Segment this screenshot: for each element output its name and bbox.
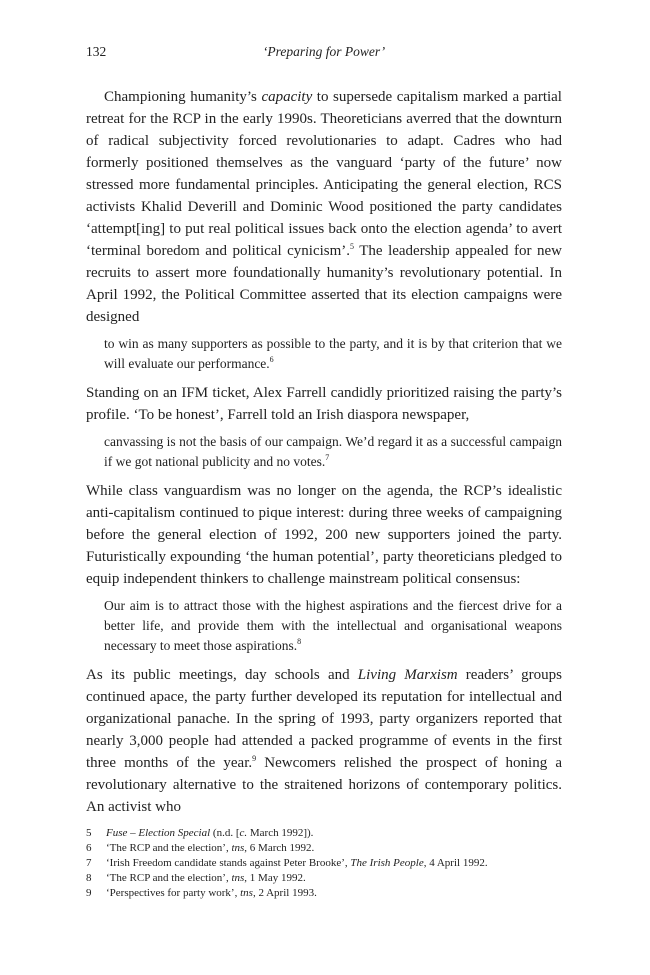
running-title: ‘Preparing for Power’ (262, 44, 386, 59)
text-run: , 1 May 1992. (244, 872, 306, 884)
emphasis: The Irish People (350, 857, 424, 869)
text-run: , 4 April 1992. (423, 857, 488, 869)
emphasis: c. (239, 827, 248, 839)
footnote-5 (86, 826, 562, 841)
text-run: As its public meetings, day schools and (86, 667, 358, 683)
footnote-text (106, 886, 317, 901)
footnote-8 (86, 871, 562, 886)
text-run: Championing humanity’s (104, 89, 262, 105)
quote-text: canvassing is not the basis of our campaign. We’d regard it as a successful campaign if we got national publicity and no votes. (104, 434, 562, 469)
emphasis: Fuse – Election Special (106, 827, 211, 839)
text-run: ‘The RCP and the election’, (106, 872, 232, 884)
text-run: (n.d. [ (210, 827, 240, 839)
block-quote-1 (104, 334, 562, 374)
footnotes (86, 826, 562, 901)
footnote-number: 5 (86, 827, 92, 839)
footnote-6 (86, 841, 562, 856)
text-run: to supersede capitalism marked a partial retreat for the RCP in the early 1990s. Theoreticians averred that the downturn of radical subjectivity forced revolutionaries to adapt. Cadres who had formerly positioned themselves as the vanguard ‘party of the future’ now stressed more fundamental principles. Anticipating the general election, RCS activists Khalid Deverill and Dominic Wood positioned the party candidates ‘attempt[ing] to put real political issues back onto the election agenda’ to avert ‘terminal boredom and political cynicism’. (86, 89, 562, 259)
footnote-ref: 6 (269, 355, 274, 364)
emphasis: tns (231, 872, 245, 884)
text-run: ‘The RCP and the election’, (106, 842, 232, 854)
page-number: 132 (86, 44, 107, 59)
emphasis: tns (231, 842, 245, 854)
footnote-text (106, 871, 306, 886)
footnote-ref: 7 (325, 453, 330, 462)
running-header (86, 44, 562, 64)
footnote-ref: 5 (350, 242, 355, 251)
text-run: readers’ groups continued apace, the party further developed its reputation for intellectual and organizational panache. In the spring of 1993, party organizers reported that nearly 3,000 people had attended a packed programme of events in the first three months of the year. (86, 667, 562, 771)
emphasis: tns (240, 887, 253, 899)
text-run: The leadership appealed for new recruits to assert more foundationally humanity’s revolutionary potential. In April 1992, the Political Committee asserted that its election campaigns were designed (86, 243, 562, 325)
footnote-number: 8 (86, 872, 92, 884)
text-run: Newcomers relished the prospect of honing a revolutionary alternative to the straitened horizons of contemporary politics. An activist who (86, 755, 562, 815)
footnote-text (106, 826, 313, 841)
footnote-number: 9 (86, 887, 92, 899)
paragraph-4 (86, 664, 562, 818)
quote-text: Our aim is to attract those with the highest aspirations and the fiercest drive for a better life, and provide them with the intellectual and organisational weapons necessary to meet those aspirations. (104, 598, 562, 653)
paragraph-3 (86, 480, 562, 590)
footnote-number: 7 (86, 857, 92, 869)
emphasis: capacity (261, 89, 313, 105)
paragraph-1 (86, 86, 562, 328)
emphasis: Living Marxism (357, 667, 458, 683)
text-run: , 2 April 1993. (252, 887, 317, 899)
text-run: While class vanguardism was no longer on the agenda, the RCP’s idealistic anti-capitalism continued to pique interest: during three weeks of campaigning before the general election of 1992, 200 new supporters joined the party. Futuristically expounding ‘the human potential’, party theoreticians pledged to equip independent thinkers to challenge mainstream political consensus: (86, 483, 562, 587)
paragraph-2 (86, 382, 562, 426)
footnote-ref: 8 (297, 637, 302, 646)
text-run: , 6 March 1992. (244, 842, 315, 854)
text-run: ‘Perspectives for party work’, (106, 887, 241, 899)
quote-text: to win as many supporters as possible to the party, and it is by that criterion that we will evaluate our performance. (104, 336, 562, 371)
text-run: Standing on an IFM ticket, Alex Farrell candidly prioritized raising the party’s profile. ‘To be honest’, Farrell told an Irish diaspora newspaper, (86, 385, 562, 423)
footnote-number: 6 (86, 842, 92, 854)
block-quote-2 (104, 432, 562, 472)
footnote-9 (86, 886, 562, 901)
footnote-ref: 9 (252, 754, 257, 763)
footnote-text (106, 856, 488, 871)
text-run: ‘Irish Freedom candidate stands against Peter Brooke’, (106, 857, 351, 869)
block-quote-3 (104, 596, 562, 656)
footnote-text (106, 841, 314, 856)
text-run: March 1992]). (247, 827, 314, 839)
footnote-7 (86, 856, 562, 871)
main-text (86, 86, 562, 818)
